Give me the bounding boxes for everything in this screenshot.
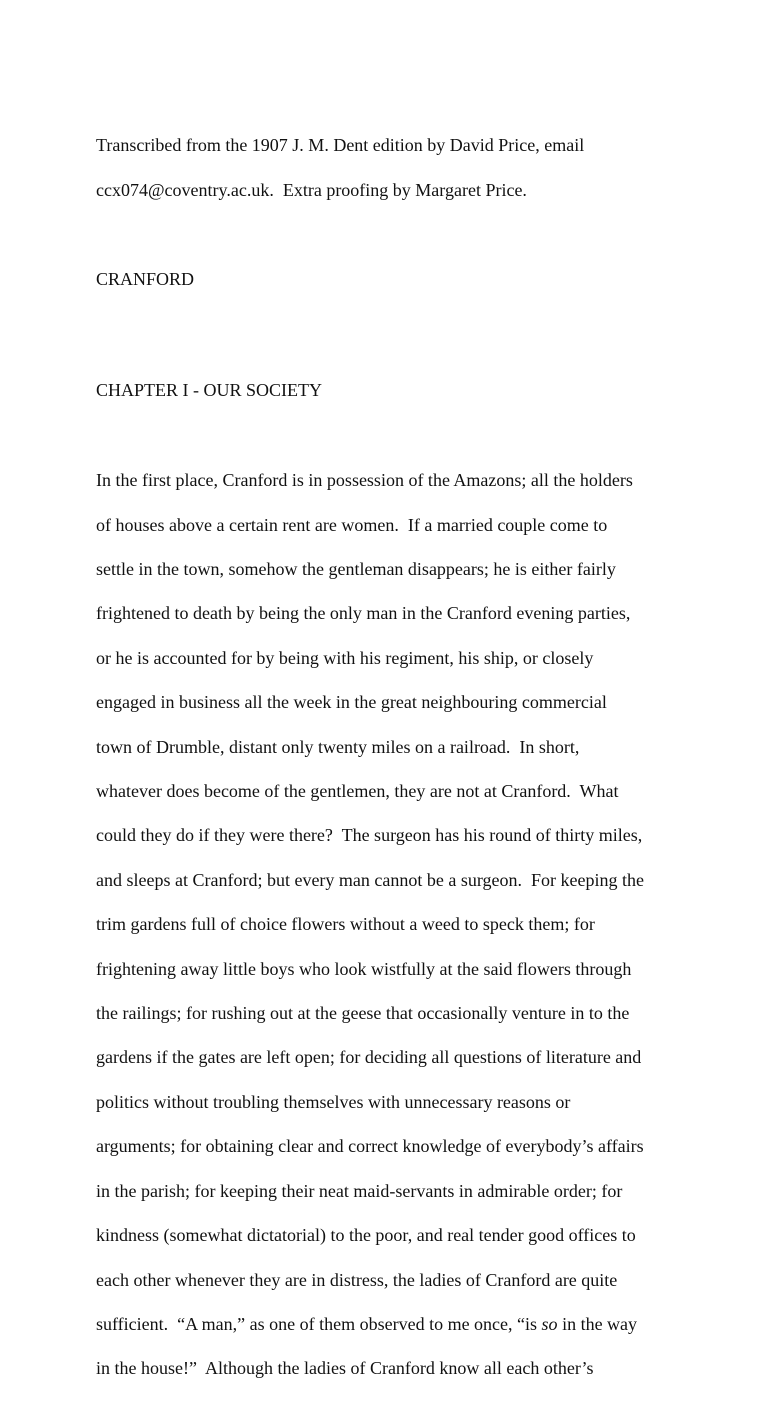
paragraph-line: engaged in business all the week in the great neighbouring commercial (96, 692, 607, 713)
paragraph-line: settle in the town, somehow the gentleman disappears; he is either fairly (96, 559, 616, 580)
paragraph-line: town of Drumble, distant only twenty miles on a railroad. In short, (96, 736, 580, 757)
body-paragraph (96, 447, 686, 1402)
line-text-after: in the way (557, 1313, 638, 1334)
paragraph-line: politics without troubling themselves with unnecessary reasons or (96, 1091, 571, 1112)
paragraph-line: whatever does become of the gentlemen, they are not at Cranford. What (96, 781, 619, 802)
credits-line: ccx074@coventry.ac.uk. Extra proofing by Margaret Price. (96, 179, 527, 200)
paragraph-line: and sleeps at Cranford; but every man cannot be a surgeon. For keeping the (96, 869, 645, 890)
paragraph-line: trim gardens full of choice flowers without a weed to speck them; for (96, 914, 595, 935)
paragraph-line: in the parish; for keeping their neat maid-servants in admirable order; for (96, 1180, 623, 1201)
book-title-text: CRANFORD (96, 269, 195, 290)
credits-line: Transcribed from the 1907 J. M. Dent edition by David Price, email (96, 135, 585, 156)
chapter-heading-text: CHAPTER I - OUR SOCIETY (96, 380, 323, 401)
paragraph-line: in the house!” Although the ladies of Cranford know all each other’s (96, 1358, 594, 1379)
paragraph-line: frightening away little boys who look wistfully at the said flowers through (96, 958, 632, 979)
paragraph-line: could they do if they were there? The surgeon has his round of thirty miles, (96, 825, 643, 846)
paragraph-line: each other whenever they are in distress, the ladies of Cranford are quite (96, 1269, 618, 1290)
paragraph-line-with-emphasis (96, 1313, 686, 1335)
paragraph-line: gardens if the gates are left open; for deciding all questions of literature and (96, 1047, 642, 1068)
paragraph-line: frightened to death by being the only man in the Cranford evening parties, (96, 603, 631, 624)
transcription-credits (96, 112, 686, 223)
paragraph-line: In the first place, Cranford is in possession of the Amazons; all the holders (96, 470, 633, 491)
line-text-before: sufficient. “A man,” as one of them observed to me once, “is (96, 1313, 542, 1334)
chapter-heading (96, 357, 686, 424)
paragraph-line: of houses above a certain rent are women. If a married couple come to (96, 514, 608, 535)
paragraph-line: or he is accounted for by being with his regiment, his ship, or closely (96, 647, 594, 668)
book-title (96, 246, 686, 313)
paragraph-line: kindness (somewhat dictatorial) to the poor, and real tender good offices to (96, 1225, 636, 1246)
paragraph-line: arguments; for obtaining clear and correct knowledge of everybody’s affairs (96, 1136, 644, 1157)
emphasis-text: so (541, 1313, 558, 1334)
paragraph-line: the railings; for rushing out at the geese that occasionally venture in to the (96, 1003, 630, 1024)
